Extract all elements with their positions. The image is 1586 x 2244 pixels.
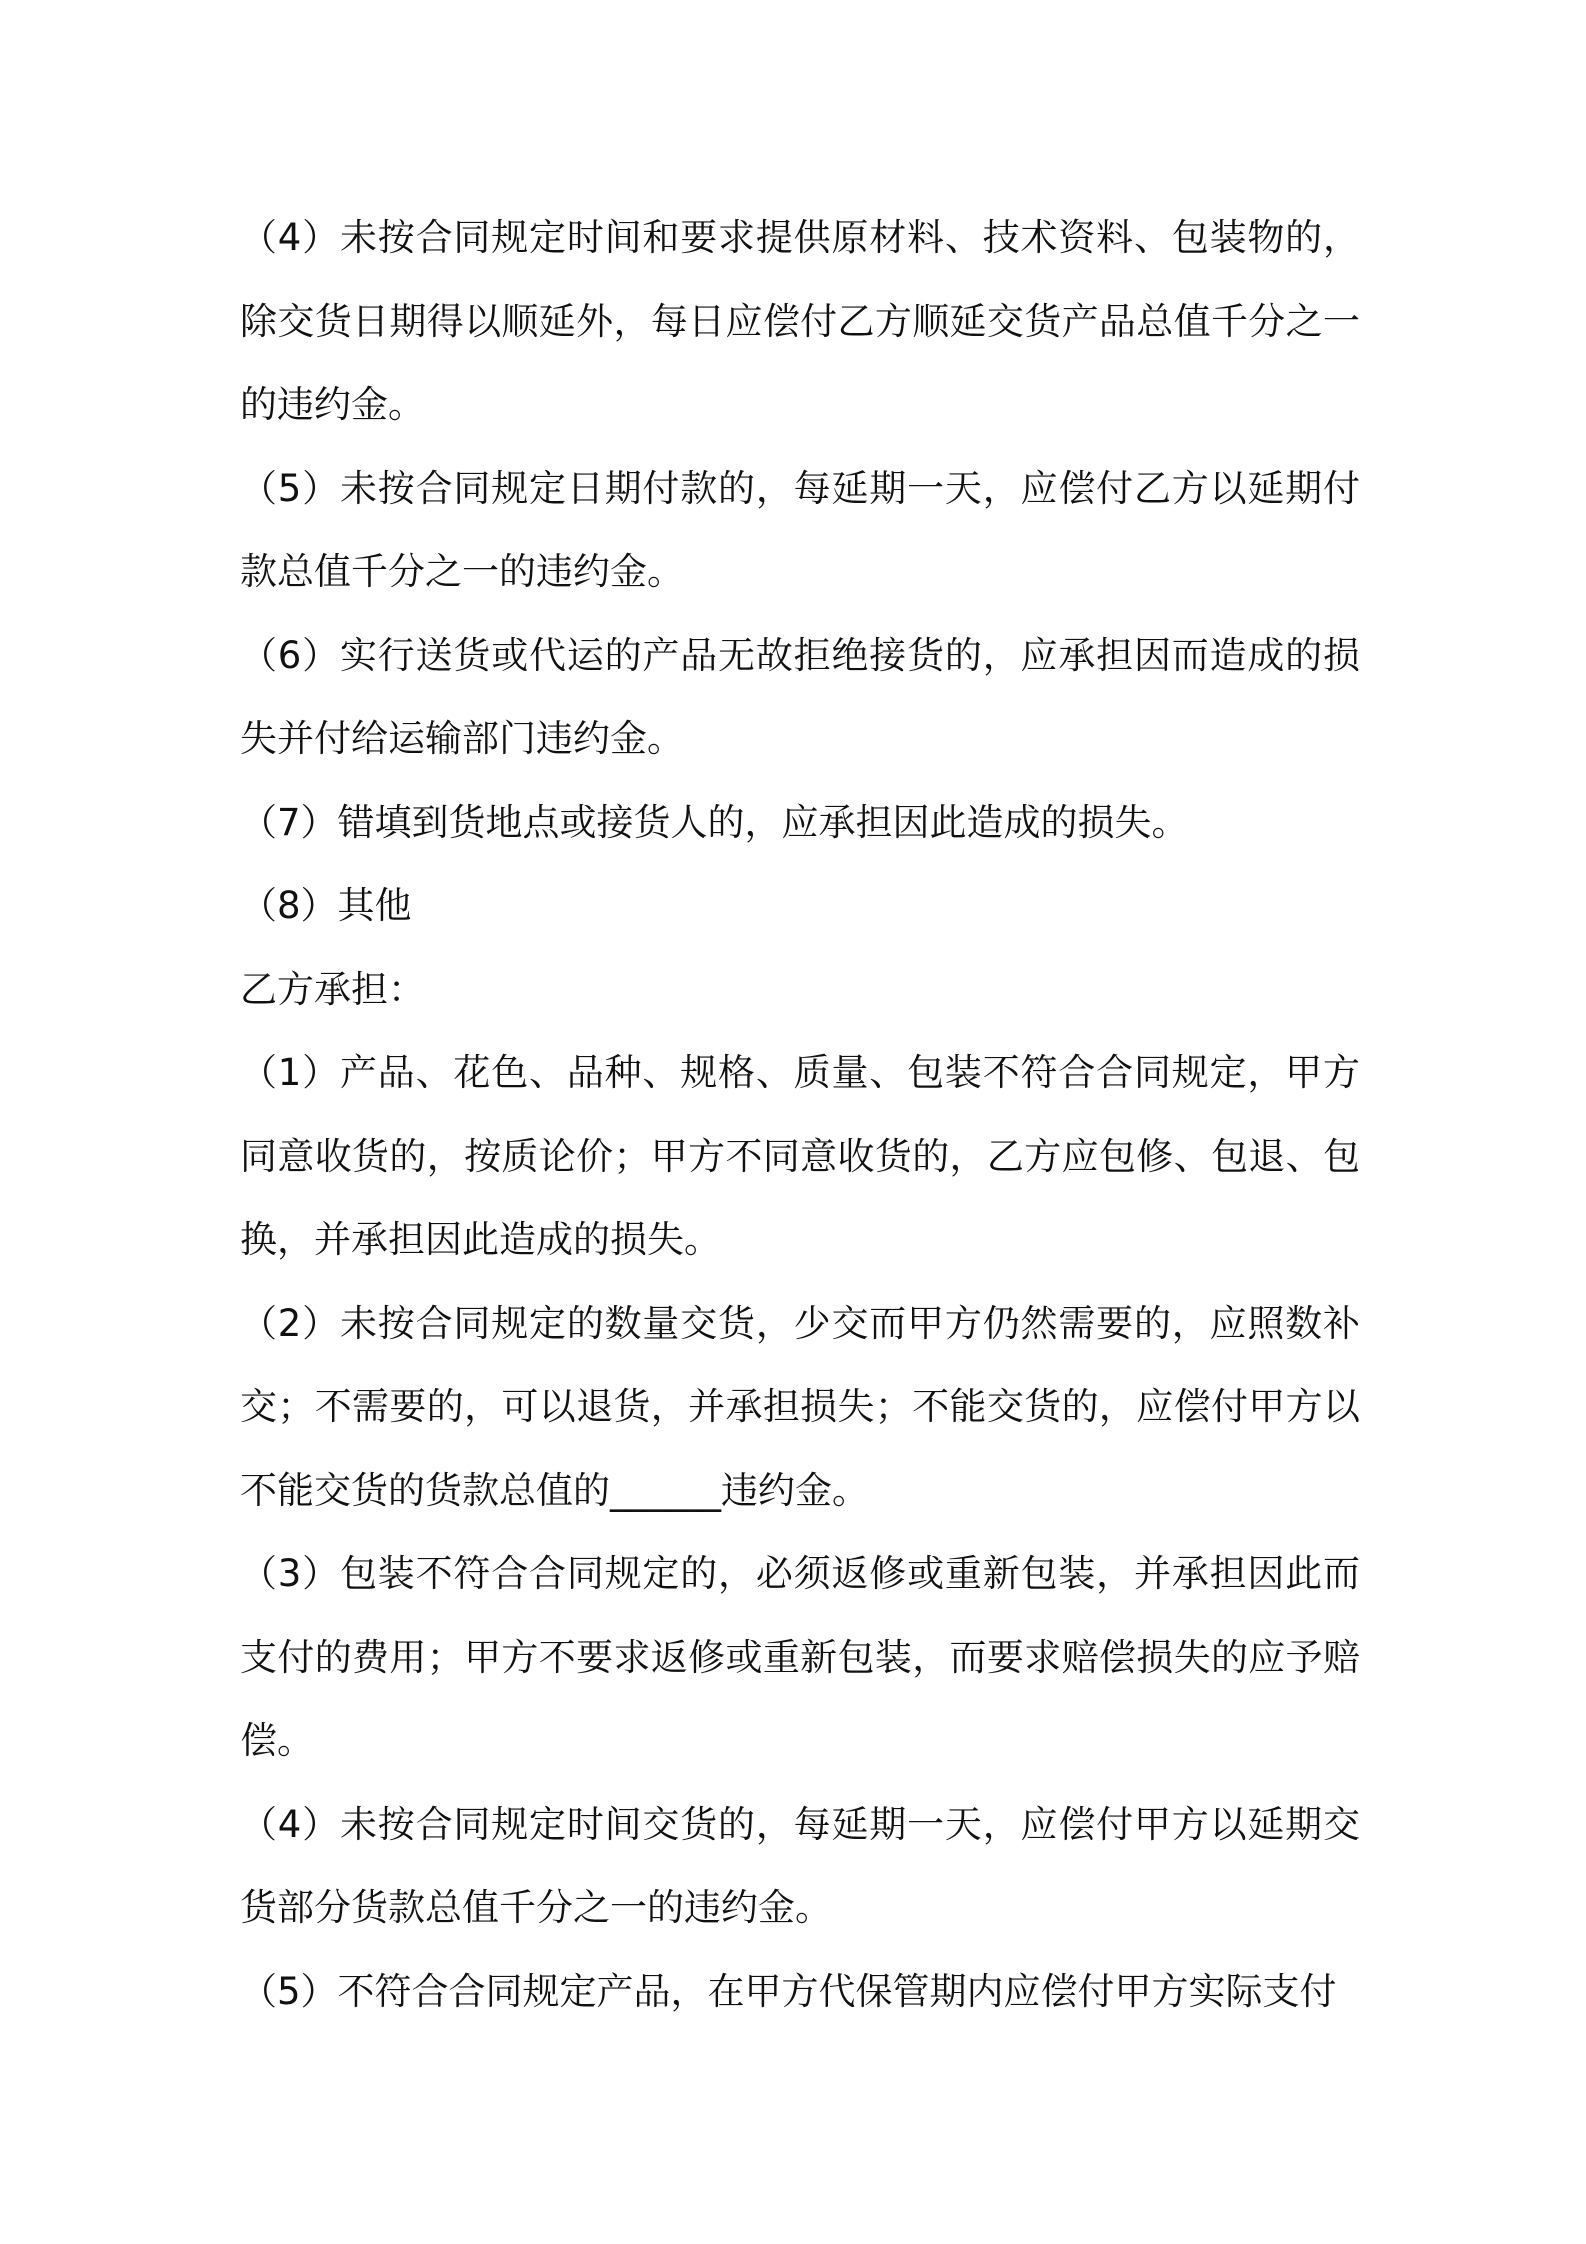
clause-seller-4: （4）未按合同规定时间交货的，每延期一天，应偿付甲方以延期交货部分货款总值千分之一的违约金。: [240, 1802, 1360, 1929]
clause-seller-3: （3）包装不符合合同规定的，必须返修或重新包装，并承担因此而支付的费用；甲方不要求返修或重新包装，而要求赔偿损失的应予赔偿。: [240, 1552, 1360, 1762]
clause-buyer-7: （7）错填到货地点或接货人的，应承担因此造成的损失。: [240, 800, 1189, 844]
clause-seller-2: （2）未按合同规定的数量交货，少交而甲方仍然需要的，应照数补交；不需要的，可以退货，并承担损失；不能交货的，应偿付甲方以不能交货的货款总值的______违约金。: [240, 1301, 1360, 1512]
clause-buyer-5: （5）未按合同规定日期付款的，每延期一天，应偿付乙方以延期付款总值千分之一的违约金。: [240, 466, 1360, 593]
section-heading-seller: 乙方承担：: [240, 967, 425, 1011]
document-body: [240, 196, 1360, 2033]
clause-buyer-8: （8）其他: [240, 884, 412, 927]
clause-seller-1: （1）产品、花色、品种、规格、质量、包装不符合合同规定，甲方同意收货的，按质论价；甲方不同意收货的，乙方应包修、包退、包换，并承担因此造成的损失。: [240, 1051, 1360, 1261]
clause-buyer-6: （6）实行送货或代运的产品无故拒绝接货的，应承担因而造成的损失并付给运输部门违约金。: [240, 633, 1360, 760]
clause-buyer-4: （4）未按合同规定时间和要求提供原材料、技术资料、包装物的，除交货日期得以顺延外，每日应偿付乙方顺延交货产品总值千分之一的违约金。: [240, 216, 1360, 426]
clause-seller-5: （5）不符合合同规定产品，在甲方代保管期内应偿付甲方实际支付: [240, 1969, 1337, 2013]
